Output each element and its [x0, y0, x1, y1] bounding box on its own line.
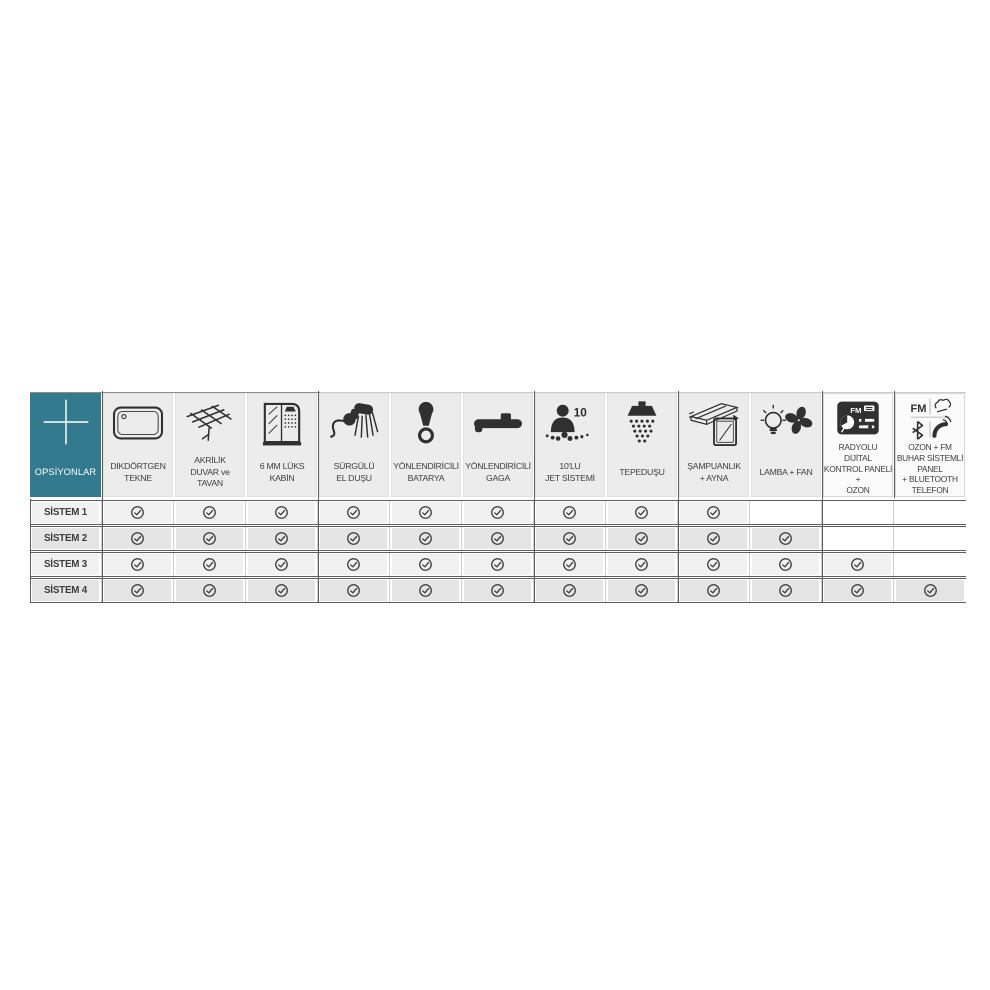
column-header-lamba-fan: [750, 393, 822, 498]
check-box: [320, 528, 387, 549]
check-box: [176, 554, 243, 575]
feature-cell-lamba-fan: [750, 527, 822, 550]
row-label-cell: [30, 527, 102, 550]
check-circle-icon: [706, 557, 721, 572]
column-label-zone: [320, 452, 388, 496]
check-box: [320, 554, 387, 575]
group-separator: [894, 391, 895, 498]
feature-cell-dikdortgen-tekne: [102, 501, 174, 524]
check-box: [824, 580, 891, 601]
column-icon-zone: [320, 394, 388, 452]
feature-cell-ozon-fm-buhar-sistemli-panel-bluetooth-telefon: [894, 501, 966, 524]
check-circle-icon: [202, 557, 217, 572]
column-header-sampuanlik-ayna: [678, 393, 750, 498]
check-box: [392, 580, 459, 601]
feature-cell-6-mm-luks-kabin: [246, 527, 318, 550]
column-label-zone: [392, 452, 460, 496]
options-comparison-table: [30, 392, 966, 604]
check-circle-icon: [418, 557, 433, 572]
column-label-line: + BLUETOOTH: [902, 474, 958, 485]
check-circle-icon: [634, 505, 649, 520]
group-separator: [318, 391, 319, 602]
check-box: [248, 554, 315, 575]
corner-card: [30, 393, 101, 497]
column-icon-zone: [752, 394, 820, 452]
feature-cell-dikdortgen-tekne: [102, 527, 174, 550]
row-label-cell: [30, 579, 102, 602]
feature-cell-ozon-fm-buhar-sistemli-panel-bluetooth-telefon: [894, 553, 966, 576]
row-label-cell: [30, 553, 102, 576]
check-box: [320, 502, 387, 523]
feature-cell-dikdortgen-tekne: [102, 579, 174, 602]
check-box: [464, 502, 531, 523]
column-card-dikdortgen-tekne: [103, 393, 173, 497]
check-box: [104, 554, 171, 575]
feature-cell-lamba-fan: [750, 553, 822, 576]
check-circle-icon: [562, 531, 577, 546]
feature-cell-surgulu-el-dusu: [318, 579, 390, 602]
column-icon-zone: [392, 394, 460, 452]
feature-cell-akrilik-duvar-ve-tavan: [174, 501, 246, 524]
check-box: [248, 502, 315, 523]
empty-box: [896, 502, 964, 523]
feature-cell-yonlendiricili-gaga: [462, 553, 534, 576]
check-circle-icon: [634, 583, 649, 598]
check-box: [248, 528, 315, 549]
feature-cell-yonlendiricili-batarya: [390, 501, 462, 524]
system-row-2: [30, 526, 966, 551]
system-row-1: [30, 500, 966, 525]
column-label-line: BUHAR SİSTEMLİ: [896, 452, 964, 463]
shelf-mirror-icon: [688, 400, 740, 446]
column-label-zone: [176, 452, 244, 496]
feature-cell-tepedusu: [606, 579, 678, 602]
column-card-yonlendiricili-batarya: [391, 393, 461, 497]
feature-cell-sampuanlik-ayna: [678, 553, 750, 576]
check-box: [752, 580, 819, 601]
check-box: [680, 528, 747, 549]
row-label: SİSTEM 2: [43, 533, 88, 544]
check-circle-icon: [202, 505, 217, 520]
row-label-box: [32, 528, 99, 549]
check-circle-icon: [778, 557, 793, 572]
column-card-sampuanlik-ayna: [679, 393, 749, 497]
column-label-zone: [464, 452, 532, 496]
row-label-box: [32, 502, 99, 523]
row-label: SİSTEM 4: [43, 585, 88, 596]
feature-cell-ozon-fm-buhar-sistemli-panel-bluetooth-telefon: [894, 579, 966, 602]
check-box: [608, 528, 675, 549]
check-circle-icon: [634, 531, 649, 546]
check-box: [680, 580, 747, 601]
group-separator: [678, 391, 679, 602]
feature-cell-yonlendiricili-batarya: [390, 579, 462, 602]
check-circle-icon: [490, 531, 505, 546]
column-card-yonlendiricili-gaga: [463, 393, 533, 497]
column-label-line: YÖNLENDİRİCİLİ: [465, 461, 531, 472]
feature-cell-akrilik-duvar-ve-tavan: [174, 579, 246, 602]
jet-system-icon: [544, 402, 596, 444]
column-label-zone: [536, 452, 604, 496]
column-icon-zone: [248, 394, 316, 452]
check-box: [464, 580, 531, 601]
check-circle-icon: [346, 583, 361, 598]
empty-box: [752, 502, 819, 523]
column-label-line: AKRİLİK: [194, 455, 226, 466]
plus-icon: [41, 397, 91, 447]
check-circle-icon: [130, 583, 145, 598]
check-circle-icon: [274, 583, 289, 598]
shower-cabin-icon: [261, 400, 303, 446]
feature-cell-radyolu-dijital-kontrol-paneli-ozon: [822, 501, 894, 524]
check-box: [104, 580, 171, 601]
column-label-zone: [248, 452, 316, 496]
check-circle-icon: [562, 583, 577, 598]
column-label-line: TEKNE: [124, 472, 152, 483]
check-box: [176, 580, 243, 601]
column-header-tepedusu: [606, 393, 678, 498]
check-box: [536, 502, 603, 523]
lamp-fan-icon: [759, 403, 813, 443]
feature-cell-10lu-jet-sistemi: [534, 501, 606, 524]
check-circle-icon: [202, 531, 217, 546]
column-card-ozon-fm-buhar-sistemli-panel-bluetooth-telefon: [895, 393, 965, 497]
feature-cell-radyolu-dijital-kontrol-paneli-ozon: [822, 527, 894, 550]
check-box: [176, 528, 243, 549]
check-circle-icon: [850, 583, 865, 598]
check-box: [752, 554, 819, 575]
check-box: [464, 554, 531, 575]
check-circle-icon: [923, 583, 938, 598]
check-box: [608, 554, 675, 575]
feature-cell-akrilik-duvar-ve-tavan: [174, 527, 246, 550]
ceiling-grid-icon: [185, 402, 235, 444]
feature-cell-6-mm-luks-kabin: [246, 553, 318, 576]
mixer-valve-icon: [414, 401, 438, 445]
table-header: [30, 392, 966, 498]
column-card-lamba-fan: [751, 393, 821, 497]
column-label-line: KONTROL PANELİ: [823, 463, 893, 474]
column-card-10lu-jet-sistemi: [535, 393, 605, 497]
check-box: [752, 528, 819, 549]
column-label-line: EL DUŞU: [336, 472, 372, 483]
empty-box: [824, 528, 891, 549]
column-label-line: TELEFON: [911, 485, 949, 495]
corner-icon-zone: [30, 393, 101, 451]
column-label-line: TAVAN: [197, 478, 223, 489]
feature-cell-10lu-jet-sistemi: [534, 527, 606, 550]
column-label-line: +: [855, 474, 861, 485]
feature-cell-radyolu-dijital-kontrol-paneli-ozon: [822, 553, 894, 576]
check-circle-icon: [418, 505, 433, 520]
column-label-line: OZON: [846, 485, 870, 495]
check-circle-icon: [274, 557, 289, 572]
feature-cell-dikdortgen-tekne: [102, 553, 174, 576]
feature-cell-ozon-fm-buhar-sistemli-panel-bluetooth-telefon: [894, 527, 966, 550]
check-circle-icon: [346, 505, 361, 520]
row-label: SİSTEM 3: [43, 559, 88, 570]
feature-cell-yonlendiricili-gaga: [462, 527, 534, 550]
check-circle-icon: [346, 557, 361, 572]
check-circle-icon: [202, 583, 217, 598]
svg-text:10: 10: [573, 405, 587, 420]
feature-cell-yonlendiricili-batarya: [390, 553, 462, 576]
column-header-6-mm-luks-kabin: [246, 393, 318, 498]
check-circle-icon: [706, 583, 721, 598]
column-icon-zone: [896, 394, 964, 442]
check-circle-icon: [130, 531, 145, 546]
check-circle-icon: [562, 557, 577, 572]
column-label-line: 6 MM LÜKS: [259, 461, 305, 472]
column-label-line: LAMBA + FAN: [759, 466, 813, 477]
column-label-line: + AYNA: [699, 472, 729, 483]
fm-bluetooth-phone-icon: [907, 395, 953, 441]
column-header-10lu-jet-sistemi: [534, 393, 606, 498]
table-body: [30, 500, 966, 603]
svg-text:FM: FM: [910, 402, 927, 415]
feature-cell-sampuanlik-ayna: [678, 527, 750, 550]
check-circle-icon: [130, 505, 145, 520]
overhead-shower-icon: [624, 400, 660, 446]
feature-cell-10lu-jet-sistemi: [534, 553, 606, 576]
check-circle-icon: [634, 557, 649, 572]
feature-cell-yonlendiricili-gaga: [462, 579, 534, 602]
check-circle-icon: [706, 531, 721, 546]
feature-cell-6-mm-luks-kabin: [246, 501, 318, 524]
check-box: [680, 554, 747, 575]
corner-label: OPSİYONLAR: [34, 467, 97, 478]
column-label-line: YÖNLENDİRİCİLİ: [393, 461, 459, 472]
column-label-zone: [896, 442, 964, 499]
system-row-4: [30, 578, 966, 603]
column-label-line: PANEL: [917, 463, 943, 474]
column-label-line: TEPEDUŞU: [619, 466, 665, 477]
column-icon-zone: [680, 394, 748, 452]
feature-cell-sampuanlik-ayna: [678, 579, 750, 602]
column-icon-zone: [176, 394, 244, 452]
column-icon-zone: [608, 394, 676, 452]
check-box: [680, 502, 747, 523]
svg-text:FM: FM: [850, 405, 862, 415]
column-header-surgulu-el-dusu: [318, 393, 390, 498]
column-header-ozon-fm-buhar-sistemli-panel-bluetooth-telefon: [894, 393, 966, 498]
column-label-line: JET SİSTEMİ: [545, 472, 595, 483]
column-label-zone: [824, 442, 892, 499]
check-box: [392, 528, 459, 549]
check-box: [176, 502, 243, 523]
bathtub-icon: [112, 405, 164, 441]
feature-cell-yonlendiricili-batarya: [390, 527, 462, 550]
column-header-yonlendiricili-batarya: [390, 393, 462, 498]
column-label-zone: [608, 452, 676, 496]
empty-box: [824, 502, 891, 523]
check-box: [248, 580, 315, 601]
column-card-radyolu-dijital-kontrol-paneli-ozon: [823, 393, 893, 497]
column-header-dikdortgen-tekne: [102, 393, 174, 498]
check-box: [104, 502, 171, 523]
check-box: [824, 554, 891, 575]
row-label-box: [32, 580, 99, 601]
group-separator: [30, 499, 31, 602]
hand-shower-icon: [328, 402, 380, 444]
check-circle-icon: [274, 531, 289, 546]
column-icon-zone: [824, 394, 892, 442]
feature-cell-surgulu-el-dusu: [318, 553, 390, 576]
check-box: [608, 502, 675, 523]
column-label-line: DİKDÖRTGEN: [110, 461, 166, 472]
column-card-6-mm-luks-kabin: [247, 393, 317, 497]
column-header-radyolu-dijital-kontrol-paneli-ozon: [822, 393, 894, 498]
column-card-surgulu-el-dusu: [319, 393, 389, 497]
check-circle-icon: [490, 583, 505, 598]
spout-icon: [472, 411, 524, 435]
column-label-line: BATARYA: [407, 472, 445, 483]
feature-cell-tepedusu: [606, 553, 678, 576]
check-circle-icon: [130, 557, 145, 572]
feature-cell-tepedusu: [606, 527, 678, 550]
row-label-cell: [30, 501, 102, 524]
control-panel-icon: [835, 399, 881, 437]
feature-cell-6-mm-luks-kabin: [246, 579, 318, 602]
column-card-tepedusu: [607, 393, 677, 497]
system-row-3: [30, 552, 966, 577]
check-circle-icon: [850, 557, 865, 572]
row-label-box: [32, 554, 99, 575]
column-icon-zone: [464, 394, 532, 452]
feature-cell-tepedusu: [606, 501, 678, 524]
feature-cell-surgulu-el-dusu: [318, 501, 390, 524]
column-label-line: OZON + FM: [908, 442, 952, 452]
check-box: [392, 554, 459, 575]
check-circle-icon: [778, 531, 793, 546]
check-circle-icon: [706, 505, 721, 520]
check-circle-icon: [346, 531, 361, 546]
column-label-line: KABİN: [269, 472, 295, 483]
check-circle-icon: [418, 531, 433, 546]
empty-box: [896, 554, 964, 575]
check-box: [536, 528, 603, 549]
check-box: [464, 528, 531, 549]
check-box: [536, 580, 603, 601]
feature-cell-akrilik-duvar-ve-tavan: [174, 553, 246, 576]
check-box: [896, 580, 964, 601]
corner-cell-opsiyonlar: [30, 393, 102, 498]
column-label-zone: [680, 452, 748, 496]
check-circle-icon: [490, 505, 505, 520]
check-circle-icon: [418, 583, 433, 598]
column-header-yonlendiricili-gaga: [462, 393, 534, 498]
check-circle-icon: [274, 505, 289, 520]
column-label-line: DUVAR ve: [190, 466, 230, 477]
group-separator: [822, 391, 823, 602]
feature-cell-sampuanlik-ayna: [678, 501, 750, 524]
column-label-line: SÜRGÜLÜ: [333, 461, 375, 472]
column-label-zone: [752, 452, 820, 496]
column-header-akrilik-duvar-ve-tavan: [174, 393, 246, 498]
feature-cell-radyolu-dijital-kontrol-paneli-ozon: [822, 579, 894, 602]
column-label-line: GAGA: [485, 472, 511, 483]
column-label-line: RADYOLU: [838, 442, 878, 452]
column-icon-zone: [104, 394, 172, 452]
check-circle-icon: [778, 583, 793, 598]
column-icon-zone: [536, 394, 604, 452]
column-label-line: ŞAMPUANLIK: [687, 461, 741, 472]
check-box: [608, 580, 675, 601]
feature-cell-yonlendiricili-gaga: [462, 501, 534, 524]
feature-cell-surgulu-el-dusu: [318, 527, 390, 550]
row-label: SİSTEM 1: [43, 507, 88, 518]
column-label-zone: [104, 452, 172, 496]
column-label-line: DİJİTAL: [844, 452, 872, 463]
feature-cell-10lu-jet-sistemi: [534, 579, 606, 602]
column-card-akrilik-duvar-ve-tavan: [175, 393, 245, 497]
feature-cell-lamba-fan: [750, 579, 822, 602]
group-separator: [534, 391, 535, 602]
empty-box: [896, 528, 964, 549]
feature-cell-lamba-fan: [750, 501, 822, 524]
check-box: [104, 528, 171, 549]
corner-label-zone: [30, 451, 101, 497]
check-box: [536, 554, 603, 575]
check-circle-icon: [562, 505, 577, 520]
column-label-line: 10'LU: [559, 461, 581, 472]
check-circle-icon: [490, 557, 505, 572]
check-box: [320, 580, 387, 601]
check-box: [392, 502, 459, 523]
group-separator: [102, 391, 103, 602]
